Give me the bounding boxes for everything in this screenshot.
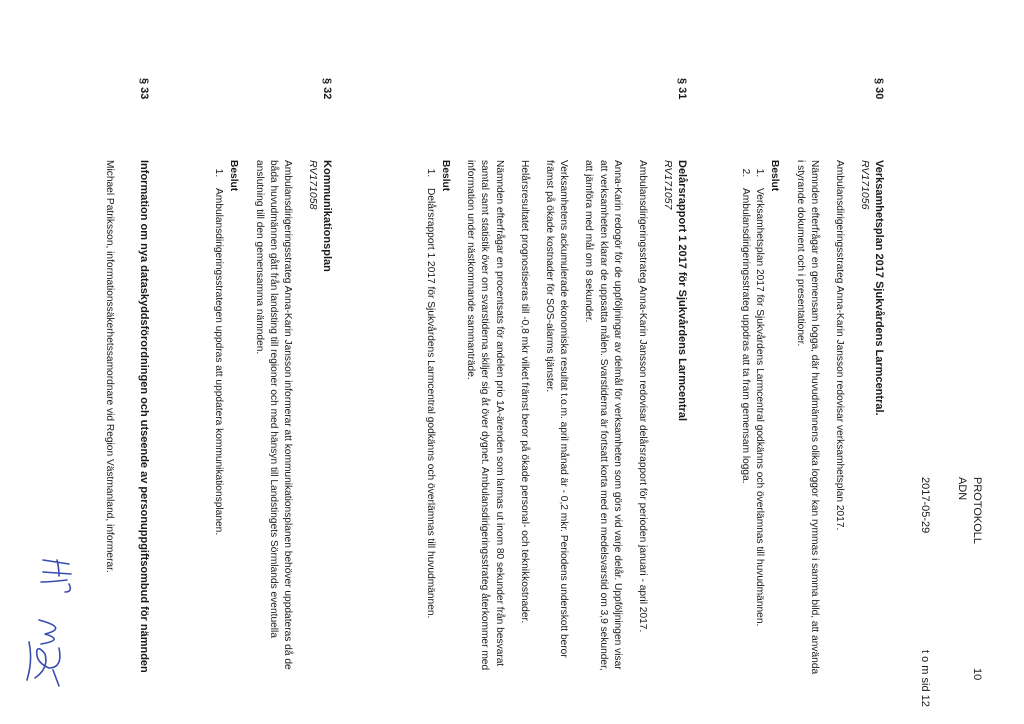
decision-heading: Beslut xyxy=(228,160,240,192)
decision-list xyxy=(738,160,766,675)
paragraph: Verksamhetens ackumulerade ekonomiska resultat t.o.m. april månad är - 0,2 mkr. Periodens underskott beror främst på ökade kostnader för SOS-alarms tjänster. xyxy=(543,160,570,658)
section-body xyxy=(201,160,294,675)
section-ref: RV171056 xyxy=(859,160,871,210)
section-number: § 30 xyxy=(873,78,885,100)
decision-item: 1. Delårsrapport 1 2017 för Sjukvårdens Larmcentral godkänns och överlämnas till huvudmännen. xyxy=(423,180,437,675)
paragraph: Michael Patriksson, informationssäkerhetssamordnare vid Region Västmanland, informerar. xyxy=(104,160,115,573)
section-body xyxy=(413,160,649,675)
paragraph: Ambulansdirigeringsstrateg Anna-Karin Jansson redovisar verksamhetsplan 2017. xyxy=(834,160,845,531)
section-title: Kommunikationsplan xyxy=(321,160,333,272)
doc-type: PROTOKOLL xyxy=(971,477,983,545)
decision-heading: Beslut xyxy=(769,160,781,192)
decision-item: 2. Ambulansdirigeringsstrateg uppdras att ta fram gemensam logga. xyxy=(738,180,752,675)
paragraph: Ambulansdirigeringsstrateg Anna-Karin Jansson redovisar delårsrapport för perioden januari - april 2017. xyxy=(637,160,648,633)
section-ref: RV171057 xyxy=(662,160,674,210)
section-number: § 32 xyxy=(321,78,333,100)
decision-list xyxy=(211,160,225,675)
section-body xyxy=(91,160,116,675)
paragraph: Anna-Karin redogör för de uppföljningar av delmål för verksamheten som görs vid varje delår. Uppföljningen visar att verksamheten klarar de uppsatta målen. Svarstiderna är fortsatt korta med en medelsvarstid om 3,9 sekunder, att jämföra med mål om 8 sekunder. xyxy=(583,160,623,671)
meeting-date: 2017-05-29 xyxy=(919,477,931,534)
signature-initials xyxy=(9,550,79,710)
page-range: t o m sid 12 xyxy=(919,650,931,707)
section-body xyxy=(728,160,846,675)
decision-item: 1. Verksamhetsplan 2017 för Sjukvårdens Larmcentral godkänns och överlämnas till huvudmännen. xyxy=(752,180,766,675)
section-number: § 31 xyxy=(676,78,688,100)
section-title: Verksamhetsplan 2017 Sjukvårdens Larmcentral. xyxy=(873,160,885,416)
paragraph: Nämnden efterfrågar en procentsats för andelen prio 1A-ärenden som larmas ut inom 80 sekunder från besvarat samtal samt statistik över om svarstiderna skiljer sig åt över dygnet. Ambulansdirigeringsstrateg återkommer med information under nästkommande sammanträde. xyxy=(465,160,505,671)
section-number: § 33 xyxy=(138,78,150,100)
section-ref: RV171058 xyxy=(307,160,319,210)
organization: ADN xyxy=(956,477,968,501)
decision-list xyxy=(423,160,437,675)
section-title: Information om nya dataskyddsförordningen och utseende av personuppgiftsombud för nämnden xyxy=(138,160,150,673)
paragraph: Ambulansdirigeringsstrateg Anna-Karin Jansson informerar att kommunikationsplanen behöver uppdateras då de båda huvudmännen gått från landsting till regioner och med hänsyn till Landstingets Sörmlands eventuella anslutning till den gemensamma nämnden. xyxy=(253,160,293,670)
paragraph: Helårsresultatet prognostiseras till -0,8 mkr vilket främst beror på ökade personal- och teknikkostnader. xyxy=(518,160,530,624)
decision-heading: Beslut xyxy=(439,160,451,192)
paragraph: Nämnden efterfrågar en gemensam logga, där huvudmännens olika loggor kan rymmas i samma bild, att använda i styrande dokument och i presentationer. xyxy=(794,160,820,675)
signature-text-2: MH xyxy=(10,610,11,612)
decision-item: 1. Ambulansdirigeringsstrategen uppdras att uppdatera kommunikationsplanen. xyxy=(211,180,225,675)
page-number: 10 xyxy=(971,668,983,681)
section-title: Delårsrapport 1 2017 för Sjukvårdens Larmcentral xyxy=(676,160,688,422)
signature-text-1: HM xyxy=(10,550,11,552)
